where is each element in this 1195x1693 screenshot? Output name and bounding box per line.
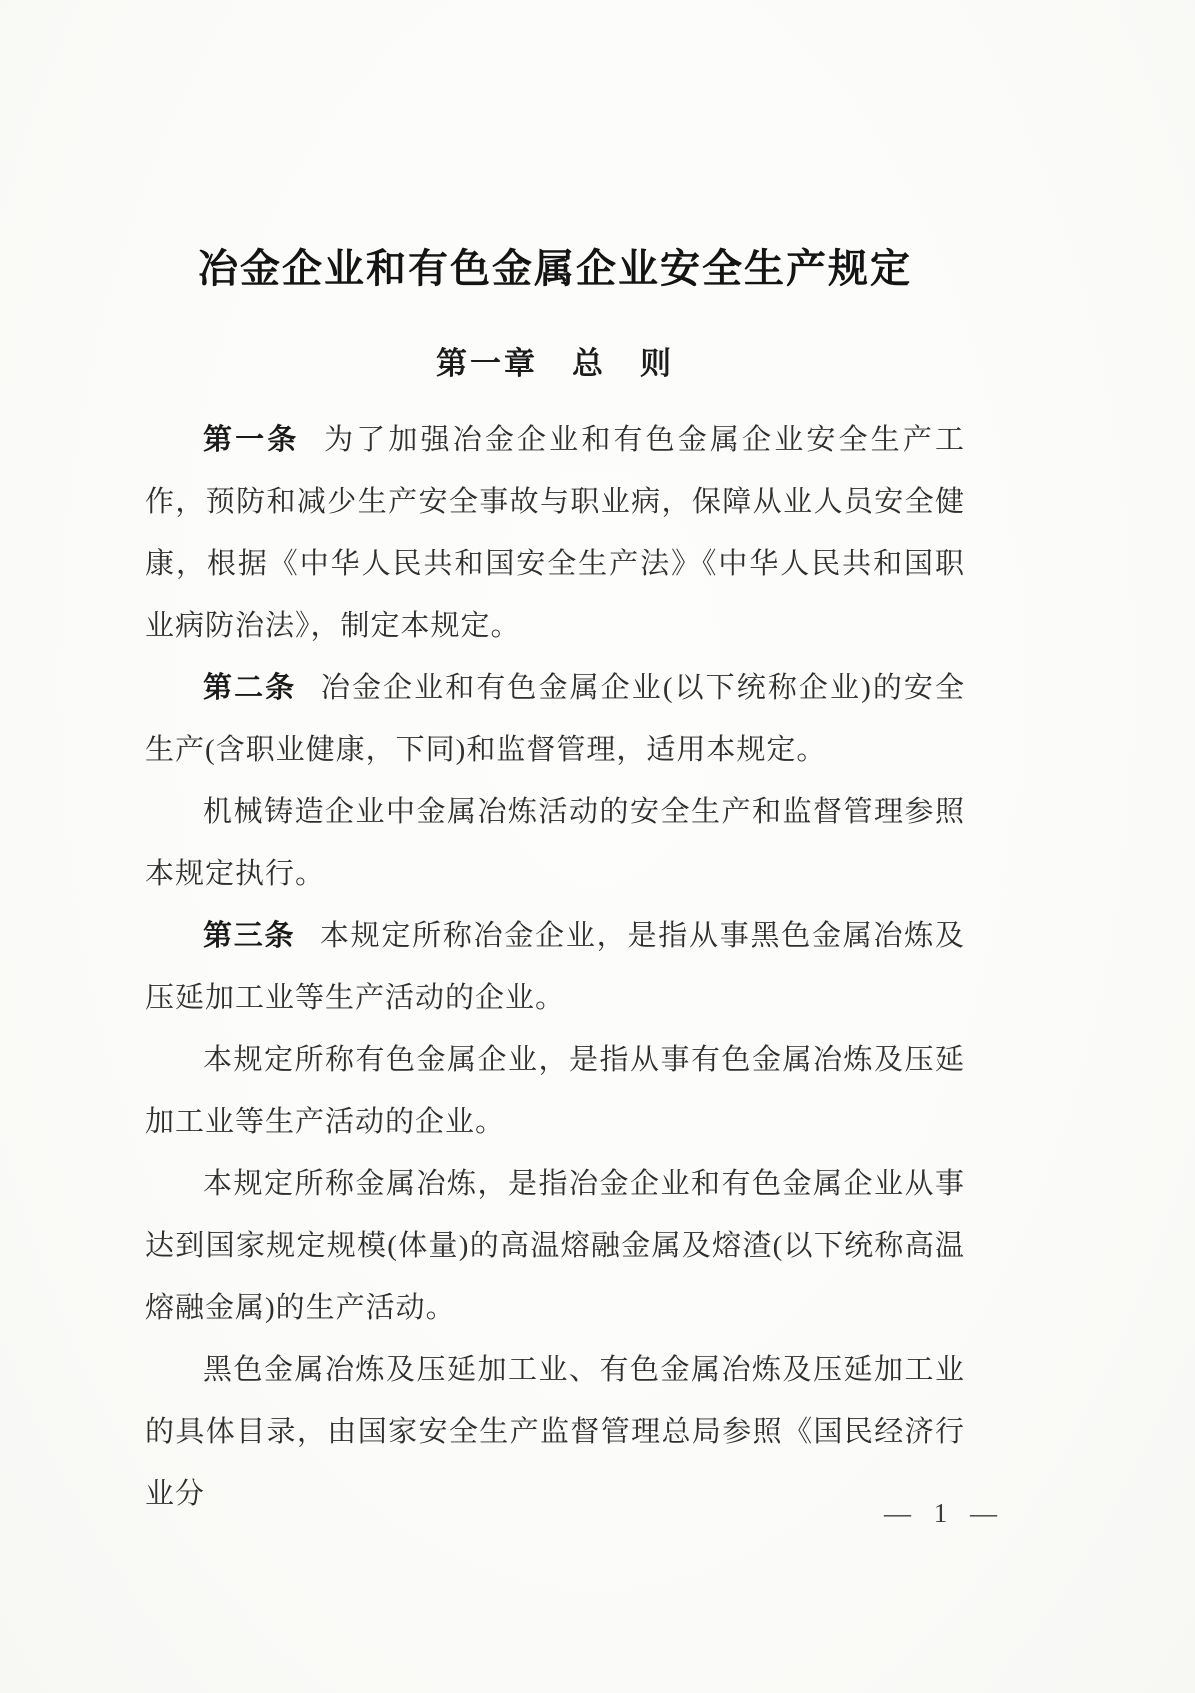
paragraph xyxy=(145,409,965,657)
paragraph-text: 冶金企业和有色金属企业(以下统称企业)的安全生产(含职业健康，下同)和监督管理，适用本规定。 xyxy=(145,672,965,766)
paragraph-text: 本规定所称有色金属企业，是指从事有色金属冶炼及压延加工业等生产活动的企业。 xyxy=(145,1044,965,1138)
paragraph xyxy=(145,781,965,905)
paragraph xyxy=(145,657,965,781)
paragraph-text: 为了加强冶金企业和有色金属企业安全生产工作，预防和减少生产安全事故与职业病，保障从业人员安全健康，根据《中华人民共和国安全生产法》《中华人民共和国职业病防治法》，制定本规定。 xyxy=(145,424,965,642)
paragraph xyxy=(145,1029,965,1153)
document-title: 冶金企业和有色金属企业安全生产规定 xyxy=(198,246,912,291)
paragraph-text: 机械铸造企业中金属冶炼活动的安全生产和监督管理参照本规定执行。 xyxy=(145,796,965,890)
paragraph-text: 本规定所称冶金企业，是指从事黑色金属冶炼及压延加工业等生产活动的企业。 xyxy=(145,920,965,1014)
paragraph xyxy=(145,1339,965,1525)
paragraph xyxy=(145,905,965,1029)
article-number: 第一条 xyxy=(203,424,300,456)
document-body xyxy=(145,409,965,1525)
article-number: 第二条 xyxy=(203,672,297,704)
article-number: 第三条 xyxy=(203,920,296,952)
paragraph-text: 本规定所称金属冶炼，是指冶金企业和有色金属企业从事达到国家规定规模(体量)的高温熔融金属及熔渣(以下统称高温熔融金属)的生产活动。 xyxy=(145,1168,965,1324)
chapter-heading: 第一章 总 则 xyxy=(436,346,674,381)
page-number: — 1 — xyxy=(884,1498,1005,1528)
paragraph-text: 黑色金属冶炼及压延加工业、有色金属冶炼及压延加工业的具体目录，由国家安全生产监督管理总局参照《国民经济行业分 xyxy=(145,1354,965,1510)
paragraph xyxy=(145,1153,965,1339)
